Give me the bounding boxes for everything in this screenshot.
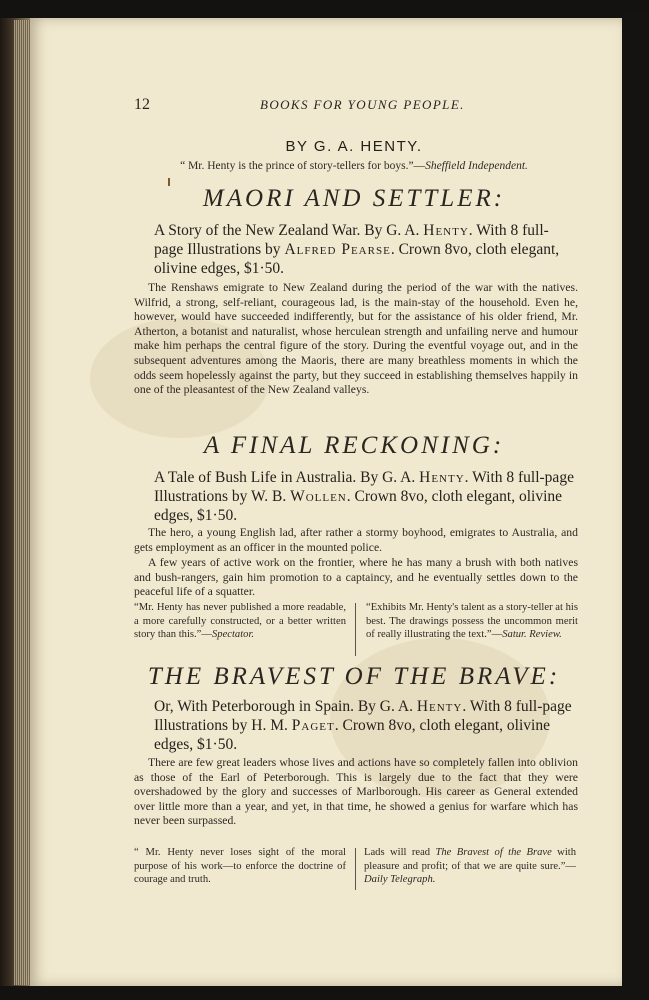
review-source: Spectator. [211, 629, 255, 641]
desc-text: . Crown 8vo, cloth elegant, olivine edges, $1·50. [154, 717, 550, 753]
page-right-edge [622, 14, 649, 1000]
desc-text: A Tale of Bush Life in Australia. By G. A. [154, 469, 420, 486]
author-heading: BY G. A. HENTY. [285, 138, 423, 155]
review-quote-left [134, 846, 346, 887]
review-quote-right [364, 846, 576, 887]
synopsis-paragraph: There are few great leaders whose lives and actions have so completely fallen into oblivion as those of the Earl of Peterborough. This is largely due to the fact that they were overshadowed by the glory and successes of Marlborough. His career as General extended over little more than a year, and yet, in that time, he showed a genius for warfare which has never been surpassed. [134, 756, 578, 828]
review-book-title: The Bravest of the Brave [435, 847, 552, 858]
desc-illustrator: Alfred Pearse [284, 241, 391, 258]
column-divider [355, 603, 356, 656]
review-quote-left [134, 601, 346, 642]
review-quote-right [366, 601, 578, 642]
desc-illustrator: Paget [291, 717, 335, 734]
book-description [134, 697, 578, 754]
page-edges [14, 20, 30, 985]
review-text: with pleasure and profit; of that we are quite sure.”— [364, 847, 577, 872]
review-text: “Mr. Henty has never published a more readable, a more carefully constructed, or a better written story than this.”— [134, 602, 346, 641]
desc-text: . Crown 8vo, cloth elegant, olivine edges, $1·50. [154, 488, 563, 524]
synopsis-paragraph: The Renshaws emigrate to New Zealand during the period of the war with the natives. Wilfrid, a strong, self-reliant, courageous lad, is the main-stay of the household. Even he, however, would have succeeded indifferently, but for the assistance of his older friend, Mr. Atherton, a botanist and naturalist, whose herculean strength and unfailing nerve and humour make him perhaps the central figure of the story. During the eventful voyage out, and in the subsequent adventures among the Maoris, there are many breathless moments in which the odds seem hopelessly against the party, but they succeed in establishing themselves happily in one of the pleasantest of the New Zealand valleys. [134, 281, 578, 397]
page-number: 12 [134, 96, 150, 113]
book-description [134, 221, 578, 278]
desc-text: . With 8 full-page Illustrations by W. B. [154, 469, 574, 505]
desc-text: Or, With Peterborough in Spain. By G. A. [154, 698, 417, 715]
review-source: Satur. Review. [502, 629, 562, 641]
praise-source: Sheffield Independent. [425, 160, 528, 172]
running-title: BOOKS FOR YOUNG PEOPLE. [260, 97, 465, 112]
desc-text: . Crown 8vo, cloth elegant, olivine edges, $1·50. [154, 241, 560, 277]
review-text: Lads will read [364, 847, 436, 858]
book-title-maori-and-settler: MAORI AND SETTLER: [202, 185, 506, 212]
review-source: Daily Telegraph. [364, 874, 436, 886]
desc-author: Henty [423, 222, 469, 239]
book-title-the-bravest-of-the-brave: THE BRAVEST OF THE BRAVE: [147, 663, 561, 690]
desc-text: A Story of the New Zealand War. By G. A. [154, 222, 424, 239]
review-text: “ Mr. Henty never loses sight of the moral purpose of his work—to enforce the doctrine of courage and truth. [134, 847, 346, 886]
book-description [134, 468, 578, 525]
page-header [134, 96, 574, 118]
desc-author: Henty [419, 469, 465, 486]
book-title-a-final-reckoning: A FINAL RECKONING: [203, 432, 505, 459]
desc-text: . With 8 full-page Illustrations by [154, 222, 549, 258]
desc-illustrator: Wollen [290, 488, 347, 505]
desc-text: . With 8 full-page Illustrations by H. M. [154, 698, 572, 734]
praise-text: “ Mr. Henty is the prince of story-tellers for boys.”— [180, 160, 426, 172]
synopsis-paragraph: The hero, a young English lad, after rather a stormy boyhood, emigrates to Australia, and gets employment as an officer in the mounted police. [134, 526, 578, 554]
synopsis-paragraph: A few years of active work on the frontier, where he has many a brush with both natives and bush-rangers, gain him promotion to a captaincy, and he eventually settles down to the peaceful life of a squatter. [134, 556, 578, 599]
desc-author: Henty [416, 698, 463, 715]
review-text: “Exhibits Mr. Henty's talent as a story-teller at his best. The drawings possess the uncommon merit of really illustrating the text.”— [366, 602, 578, 641]
praise-quote [130, 160, 578, 172]
column-divider [355, 848, 356, 890]
